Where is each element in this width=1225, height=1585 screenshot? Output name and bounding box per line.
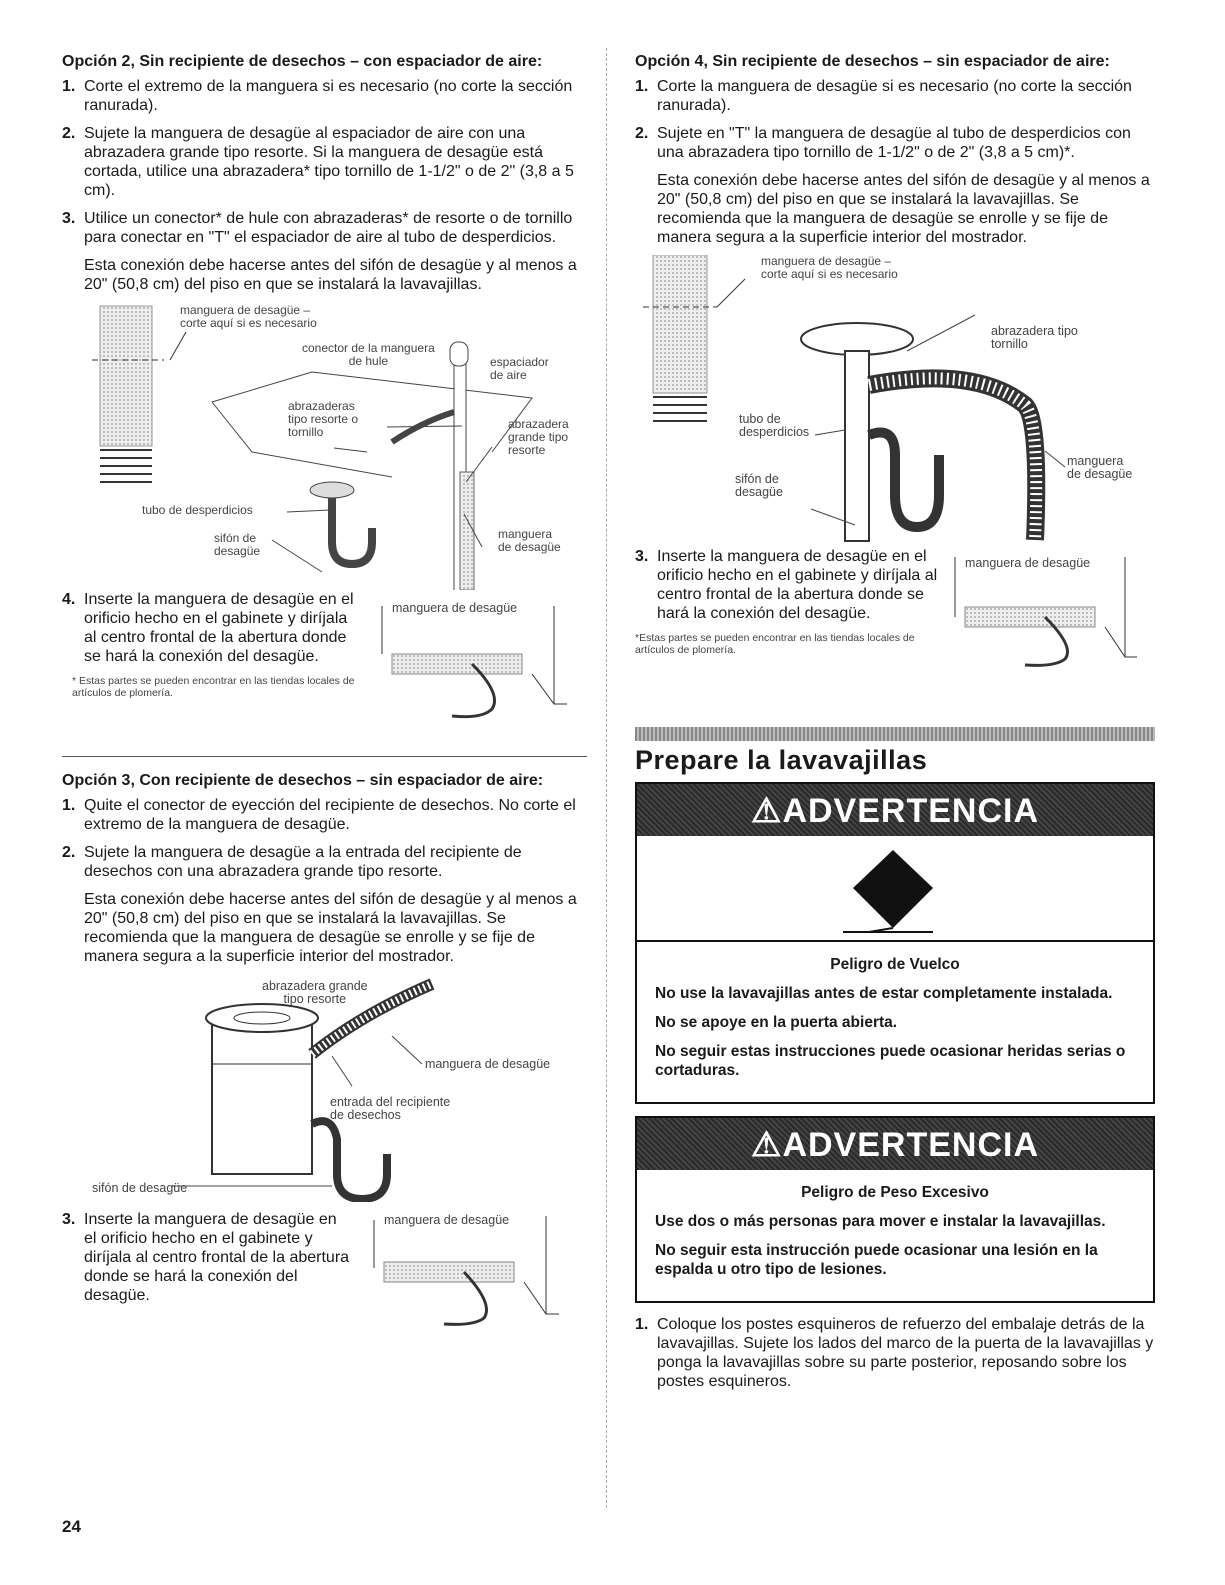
label-waste-pipe-4: tubo de desperdicios <box>739 412 810 439</box>
label-large-clamp-3: abrazadera grande tipo resorte <box>262 979 368 1006</box>
warning-line: No se apoye en la puerta abierta. <box>655 1014 898 1031</box>
option3-step3-block <box>62 1210 587 1330</box>
warning-line: No seguir estas instrucciones puede ocasionar heridas serias o cortaduras. <box>655 1043 1126 1079</box>
option4-steps <box>635 77 1155 162</box>
step-number: 2. <box>62 125 76 142</box>
warning-header-text: ADVERTENCIA <box>782 792 1040 830</box>
tip-over-hazard-icon <box>637 836 1153 940</box>
label-waste-pipe: tubo de desperdicios <box>142 503 253 517</box>
step-text: Sujete en "T" la manguera de desagüe al tubo de desperdicios con una abrazadera tipo tornillo de 1-1/2" o de 2" (3,8 a 5 cm)*. <box>657 125 1131 161</box>
label-drain-hose-step3: manguera de desagüe <box>384 1213 510 1227</box>
warning-header-text: ADVERTENCIA <box>782 1126 1040 1164</box>
option2-note: Esta conexión debe hacerse antes del sifón de desagüe y al menos a 20" (50,8 cm) del piso en que se instalará la lavavajillas. <box>84 257 577 293</box>
step-number: 3. <box>635 548 649 565</box>
option2-steps <box>62 77 587 247</box>
option2-step-3 <box>62 209 587 247</box>
option3-heading: Opción 3, Con recipiente de desechos – sin espaciador de aire: <box>62 772 544 789</box>
step-text: Inserte la manguera de desagüe en el orificio hecho en el gabinete y diríjala al centro frontal de la abertura donde se hará la conexión del desagüe. <box>84 591 354 665</box>
prepare-title: Prepare la lavavajillas <box>635 745 928 775</box>
step-text: Quite el conector de eyección del recipiente de desechos. No corte el extremo de la manguera de desagüe. <box>84 797 576 833</box>
warning-title: Peligro de Peso Excesivo <box>801 1184 989 1201</box>
option2-air-gap-figure <box>62 302 587 590</box>
option3-steps <box>62 796 587 881</box>
option2-heading: Opción 2, Sin recipiente de desechos – con espaciador de aire: <box>62 53 543 70</box>
step-text: Sujete la manguera de desagüe al espaciador de aire con una abrazadera grande tipo resorte. Si la manguera de desagüe está cortada, utilice una abrazadera* tipo tornillo de 1-1/2" o de 2" (3,8 a 5 cm). <box>84 125 574 199</box>
label-drain-hose-step4: manguera de desagüe <box>392 601 518 615</box>
option2-step-2 <box>62 124 587 200</box>
disposer-illustration <box>62 974 587 1202</box>
warning-body <box>637 940 1153 1102</box>
warning-triangle-icon: ⚠ <box>750 1126 783 1164</box>
option3-step-2 <box>62 843 587 881</box>
column-divider <box>606 48 607 1508</box>
option4-step-3 <box>635 547 945 623</box>
option3-section <box>62 771 587 1330</box>
option2-step-4 <box>62 590 362 666</box>
step-number: 2. <box>62 844 76 861</box>
option3-note: Esta conexión debe hacerse antes del sifón de desagüe y al menos a 20" (50,8 cm) del piso en que se instalará la lavavajillas. Se recomienda que la manguera de desagüe se enrolle y se fije de manera segura a la superficie interior del mostrador. <box>84 891 577 965</box>
warning-line: Use dos o más personas para mover e instalar la lavavajillas. <box>655 1213 1106 1230</box>
page-number: 24 <box>62 1517 81 1536</box>
step-number: 1. <box>62 78 76 95</box>
label-trap: sifón de desagüe <box>214 531 261 558</box>
label-screw-clamp: abrazadera tipo tornillo <box>991 324 1078 351</box>
option3-step-3 <box>62 1210 352 1305</box>
option4-heading: Opción 4, Sin recipiente de desechos – sin espaciador de aire: <box>635 53 1110 70</box>
warning-box-tip <box>635 782 1155 1104</box>
step-text: Inserte la manguera de desagüe en el orificio hecho en el gabinete y diríjala al centro frontal de la abertura donde se hará la conexión del desagüe. <box>84 1211 350 1304</box>
option3-step-1 <box>62 796 587 834</box>
warning-header <box>637 784 1153 836</box>
option4-step-2 <box>635 124 1155 162</box>
label-large-clamp: abrazadera grande tipo resorte <box>508 417 569 457</box>
label-hose-cut: manguera de desagüe – corte aquí si es necesario <box>180 303 317 330</box>
step-number: 1. <box>62 797 76 814</box>
label-drain-hose-3: manguera de desagüe <box>425 1057 551 1071</box>
prepare-steps <box>635 1315 1155 1391</box>
prepare-step-1 <box>635 1315 1155 1391</box>
option3-disposer-figure <box>62 974 587 1202</box>
label-inlet: entrada del recipiente de desechos <box>330 1095 451 1122</box>
tip-over-icon <box>637 836 1153 940</box>
option2-section <box>62 52 587 730</box>
option3-step3-list <box>62 1210 352 1305</box>
option2-step-1 <box>62 77 587 115</box>
label-trap-4: sifón de desagüe <box>735 472 783 499</box>
step-number: 3. <box>62 210 76 227</box>
step-text: Coloque los postes esquineros de refuerzo del embalaje detrás de la lavavajillas. Sujete los lados del marco de la puerta de la lavavajillas y ponga la lavavajillas sobre su parte posterior, reposando sobre los postes esquineros. <box>657 1316 1154 1390</box>
label-rubber-connector: conector de la manguera de hule <box>302 341 435 368</box>
left-column <box>62 52 587 1330</box>
step-number: 4. <box>62 591 76 608</box>
step-text: Corte la manguera de desagüe si es necesario (no corte la sección ranurada). <box>657 78 1132 114</box>
step-text: Corte el extremo de la manguera si es necesario (no corte la sección ranurada). <box>84 78 573 114</box>
label-clamps: abrazaderas tipo resorte o tornillo <box>288 399 359 439</box>
warning-line: No seguir esta instrucción puede ocasionar una lesión en la espalda u otro tipo de lesiones. <box>655 1242 1098 1278</box>
warning-title: Peligro de Vuelco <box>830 956 960 973</box>
option4-note: Esta conexión debe hacerse antes del sifón de desagüe y al menos a 20" (50,8 cm) del piso en que se instalará la lavavajillas. Se recomienda que la manguera de desagüe se enrolle y se fije de manera segura a la superficie interior del mostrador. <box>657 172 1150 246</box>
section-bar <box>635 727 1155 741</box>
option2-footnote: * Estas partes se pueden encontrar en las tiendas locales de artículos de plomería. <box>72 675 355 699</box>
warning-box-weight <box>635 1116 1155 1303</box>
step-number: 1. <box>635 1316 649 1333</box>
option4-step-1 <box>635 77 1155 115</box>
label-drain-hose-step3-4: manguera de desagüe <box>965 556 1091 570</box>
label-drain-hose-4: manguera de desagüe <box>1067 454 1133 481</box>
label-trap-3: sifón de desagüe <box>92 1181 188 1195</box>
step-number: 3. <box>62 1211 76 1228</box>
label-air-gap: espaciador de aire <box>490 355 549 382</box>
right-column <box>635 52 1155 1400</box>
step-number: 2. <box>635 125 649 142</box>
warning-line: No use la lavavajillas antes de estar completamente instalada. <box>655 985 1113 1002</box>
label-drain-hose: manguera de desagüe <box>498 527 561 554</box>
option4-waste-pipe-figure <box>635 255 1155 547</box>
option4-step3-list <box>635 547 945 623</box>
option2-step4-block <box>62 590 587 730</box>
warning-triangle-icon: ⚠ <box>750 792 783 830</box>
step-text: Sujete la manguera de desagüe a la entrada del recipiente de desechos con una abrazadera grande tipo resorte. <box>84 844 522 880</box>
option4-section <box>635 52 1155 697</box>
step-text: Utilice un conector* de hule con abrazaderas* de resorte o de tornillo para conectar en "T" el espaciador de aire al tubo de desperdicios. <box>84 210 573 246</box>
option4-step3-block <box>635 547 1155 697</box>
prepare-section <box>635 727 1155 1391</box>
step-number: 1. <box>635 78 649 95</box>
warning-header <box>637 1118 1153 1170</box>
section-divider <box>62 756 587 757</box>
waste-pipe-illustration <box>635 255 1155 547</box>
label-hose-cut-4: manguera de desagüe – corte aquí si es necesario <box>761 254 898 281</box>
step-text: Inserte la manguera de desagüe en el orificio hecho en el gabinete y diríjala al centro frontal de la abertura donde se hará la conexión del desagüe. <box>657 548 938 622</box>
option2-step4-list <box>62 590 362 666</box>
option4-footnote: *Estas partes se pueden encontrar en las tiendas locales de artículos de plomería. <box>635 632 915 656</box>
warning-body <box>637 1170 1153 1301</box>
